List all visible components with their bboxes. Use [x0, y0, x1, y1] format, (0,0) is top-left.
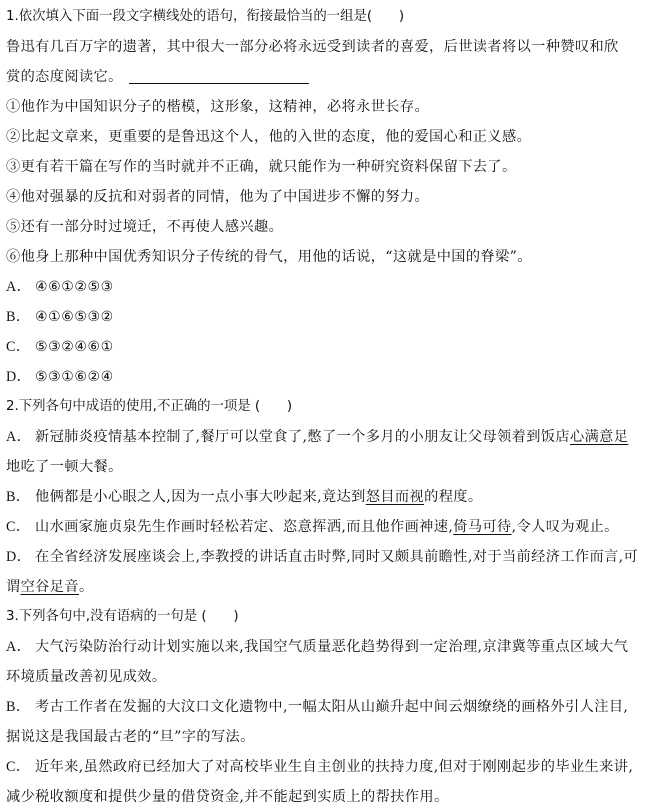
option-text: 新冠肺炎疫情基本控制了,餐厅可以堂食了,憋了一个多月的小朋友让父母领着到饭店: [35, 429, 570, 445]
q1-item-1: ①他作为中国知识分子的楷模，这形象，这精神，必将永世长存。: [6, 99, 430, 115]
q3-option-b-cont: 据说这是我国最古老的“旦”字的写法。: [6, 729, 255, 745]
q1-item-5: ⑤还有一部分时过境迁，不再使人感兴趣。: [6, 219, 284, 235]
option-text: 近年来,虽然政府已经加大了对高校毕业生自主创业的扶持力度,但对于刚刚起步的毕业生来讲,: [35, 759, 634, 775]
option-label: D．: [6, 369, 32, 385]
option-label: C．: [6, 519, 31, 535]
q1-option-a[interactable]: [6, 272, 655, 302]
option-label: D．: [6, 549, 32, 565]
q2-option-b[interactable]: [6, 482, 655, 512]
q2-option-c[interactable]: [6, 512, 655, 542]
option-label: A．: [6, 279, 32, 295]
option-text-post: 的程度。: [424, 489, 483, 505]
q3-stem: 3.下列各句中,没有语病的一句是 ( ): [6, 609, 239, 624]
q1-stem: 1.依次填入下面一段文字横线处的语句，衔接最恰当的一组是( ): [6, 9, 405, 24]
option-label: C．: [6, 339, 31, 355]
q3-option-c[interactable]: [6, 752, 655, 782]
q3-option-a[interactable]: [6, 632, 655, 662]
q2-option-d-cont: [6, 572, 655, 602]
underlined-idiom: 倚马可待: [453, 519, 512, 535]
option-label: B．: [6, 489, 31, 505]
option-text: 考古工作者在发掘的大汶口文化遗物中,一幅太阳从山巅升起中间云烟缭绕的画格外引人注目,: [35, 699, 629, 715]
q2-option-a[interactable]: [6, 422, 655, 452]
q3-option-b[interactable]: [6, 692, 655, 722]
q1-option-b[interactable]: [6, 302, 655, 332]
option-text: ⑤③①⑥②④: [35, 369, 114, 385]
q1-item-6: ⑥他身上那种中国优秀知识分子传统的骨气，用他的话说，“这就是中国的脊梁”。: [6, 249, 532, 265]
option-text: ④⑥①②⑤③: [35, 279, 114, 295]
option-text: 谓: [6, 579, 21, 595]
option-text: 他俩都是小心眼之人,因为一点小事大吵起来,竟达到: [35, 489, 366, 505]
q2-option-d[interactable]: [6, 542, 655, 572]
option-text-post: ,令人叹为观止。: [511, 519, 619, 535]
option-label: B．: [6, 309, 31, 325]
option-label: A．: [6, 429, 32, 445]
underlined-idiom: 怒目而视: [365, 489, 425, 505]
underlined-idiom: 空谷足音: [20, 579, 79, 595]
q1-item-2: ②比起文章来，更重要的是鲁迅这个人，他的入世的态度，他的爱国心和正义感。: [6, 129, 532, 145]
option-label: B．: [6, 699, 31, 715]
option-text: ⑤③②④⑥①: [35, 339, 114, 355]
q1-passage-line1: 鲁迅有几百万字的遗著，其中很大一部分必将永远受到读者的喜爱，后世读者将以一种赞叹和欣: [6, 39, 619, 55]
option-text: 大气污染防治行动计划实施以来,我国空气质量恶化趋势得到一定治理,京津冀等重点区域大气: [35, 639, 629, 655]
answer-blank: [129, 65, 309, 84]
q2-stem: 2.下列各句中成语的使用,不正确的一项是 ( ): [6, 399, 293, 414]
q1-passage-line2: [6, 62, 655, 92]
q1-passage-text: 赏的态度阅读它。: [6, 69, 123, 85]
underlined-idiom: 心满意足: [569, 429, 629, 445]
option-label: C．: [6, 759, 31, 775]
q3-option-c-cont: 减少税收额度和提供少量的借贷资金,并不能起到实质上的帮扶作用。: [6, 789, 449, 805]
option-text-post: 。: [78, 579, 94, 595]
option-text: ④①⑥⑤③②: [35, 309, 114, 325]
option-text: 在全省经济发展座谈会上,李教授的讲话直击时弊,同时又颇具前瞻性,对于当前经济工作而言,可: [35, 549, 639, 565]
q1-option-c[interactable]: [6, 332, 655, 362]
option-text: 山水画家施贞泉先生作画时轻松若定、恣意挥洒,而且他作画神速,: [35, 519, 454, 535]
q1-item-4: ④他对强暴的反抗和对弱者的同情，他为了中国进步不懈的努力。: [6, 189, 430, 205]
q2-option-a-cont: 地吃了一顿大餐。: [6, 459, 123, 475]
q3-option-a-cont: 环境质量改善初见成效。: [6, 669, 167, 685]
q1-option-d[interactable]: [6, 362, 655, 392]
option-label: A．: [6, 639, 32, 655]
q1-item-3: ③更有若干篇在写作的当时就并不正确，就只能作为一种研究资料保留下去了。: [6, 159, 517, 175]
